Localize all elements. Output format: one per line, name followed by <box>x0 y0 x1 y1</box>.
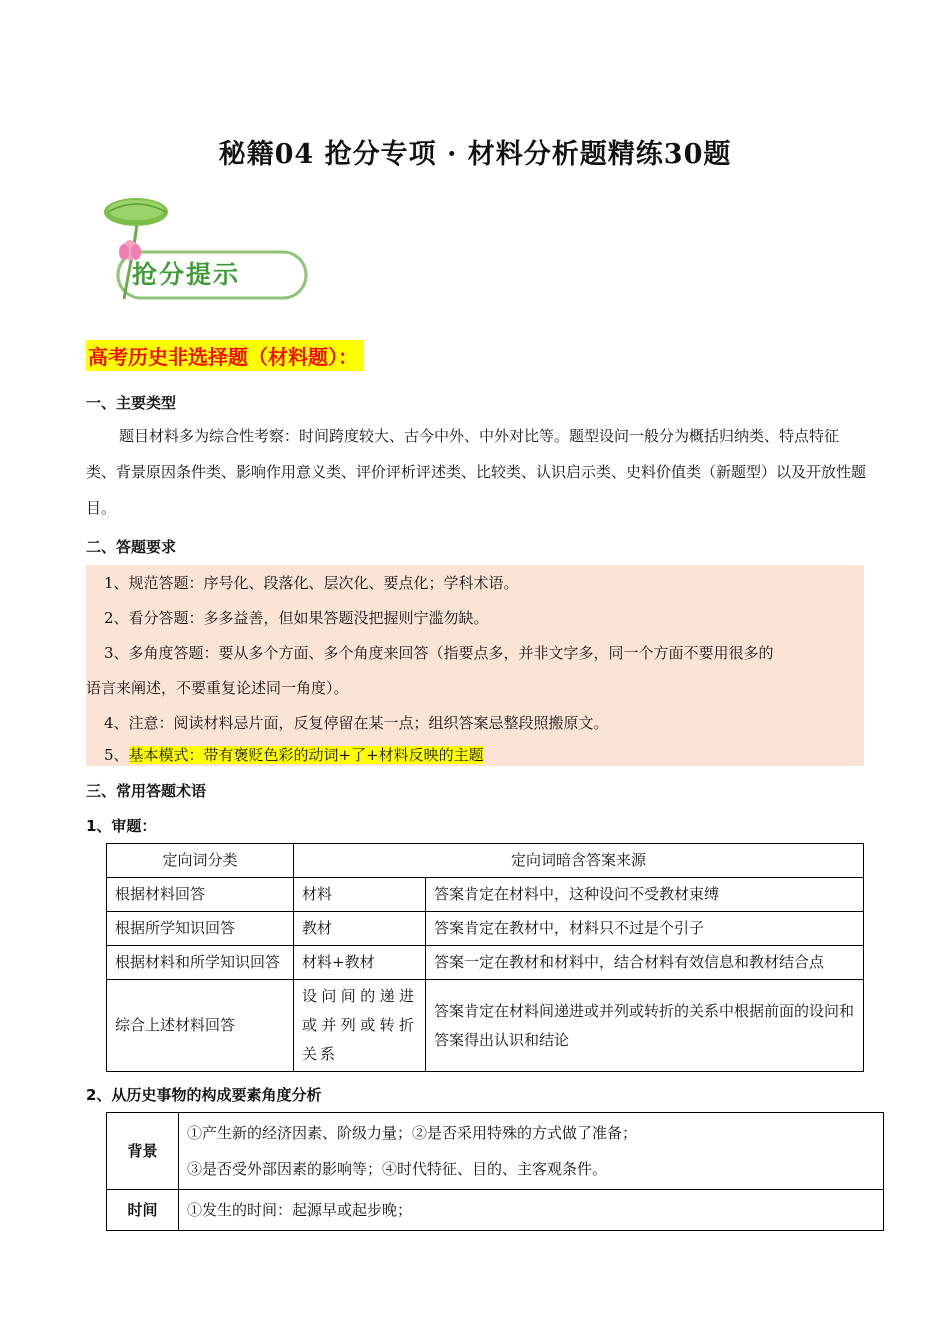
table-cell: 答案一定在教材和材料中，结合材料有效信息和教材结合点 <box>426 946 864 980</box>
section1-text: 题目材料多为综合性考察：时间跨度较大、古今中外、中外对比等。题型设问一般分为概括归纳类、特点特征类、背景原因条件类、影响作用意义类、评价评析评述类、比较类、认识启示类、史料价值类（新题型）以及开放性题目。 <box>86 427 867 517</box>
table-cell: 答案肯定在教材中，材料只不过是个引子 <box>426 912 864 946</box>
row-label: 背景 <box>107 1113 179 1190</box>
table-cell: 材料 <box>294 878 426 912</box>
section3-heading: 三、常用答题术语 <box>86 782 207 800</box>
table-row <box>107 878 864 912</box>
section-banner: 高考历史非选择题（材料题）： <box>86 340 364 371</box>
cell-line: ③是否受外部因素的影响等；④时代特征、目的、主客观条件。 <box>187 1160 608 1178</box>
table-row <box>107 1190 884 1231</box>
table-cell: 教材 <box>294 912 426 946</box>
lotus-logo <box>96 194 311 304</box>
logo-text: 抢分提示 <box>132 260 241 289</box>
table-cell: 答案肯定在材料中，这种设问不受教材束缚 <box>426 878 864 912</box>
table-cell: 答案肯定在材料间递进或并列或转折的关系中根据前面的设问和答案得出认识和结论 <box>426 980 864 1072</box>
table-cell <box>179 1113 884 1190</box>
cell-line: ①产生新的经济因素、阶级力量；②是否采用特殊的方式做了准备； <box>187 1124 638 1142</box>
page-title: 秘籍04 抢分专项 · 材料分析题精练30题 <box>218 139 732 170</box>
requirement-item: 4、注意：阅读材料忌片面，反复停留在某一点；组织答案忌整段照搬原文。 <box>104 714 609 732</box>
table-header-cell: 定向词暗含答案来源 <box>294 844 864 878</box>
table-cell <box>179 1190 884 1231</box>
row-label: 时间 <box>107 1190 179 1231</box>
subsection2-heading: 2、从历史事物的构成要素角度分析 <box>86 1086 322 1104</box>
table-cell: 设问间的递进或并列或转折关系 <box>294 980 426 1072</box>
requirement-item: 3、多角度答题：要从多个方面、多个角度来回答（指要点多，并非文字多，同一个方面不要用很多的 <box>104 644 774 662</box>
table-cell: 根据所学知识回答 <box>107 912 294 946</box>
table-header-cell: 定向词分类 <box>107 844 294 878</box>
table-header-row <box>107 844 864 878</box>
elements-table <box>106 1112 884 1231</box>
subsection1-heading: 1、审题： <box>86 817 157 835</box>
table-cell: 综合上述材料回答 <box>107 980 294 1072</box>
requirement-item: 1、规范答题：序号化、段落化、层次化、要点化；学科术语。 <box>104 574 519 592</box>
requirement-item <box>86 737 864 773</box>
table-cell: 材料+教材 <box>294 946 426 980</box>
table-row <box>107 980 864 1072</box>
requirement-item-continued: 语言来阐述，不要重复论述同一角度）。 <box>86 679 349 697</box>
table-row <box>107 912 864 946</box>
table-cell: 根据材料回答 <box>107 878 294 912</box>
table-row <box>107 1113 884 1190</box>
section1-heading: 一、主要类型 <box>86 394 177 412</box>
review-table <box>106 843 864 1072</box>
requirements-box <box>86 565 864 766</box>
table-row <box>107 946 864 980</box>
requirement-item: 2、看分答题：多多益善，但如果答题没把握则宁滥勿缺。 <box>104 609 489 627</box>
section2-heading: 二、答题要求 <box>86 538 177 556</box>
requirement-number: 5、 <box>104 746 129 764</box>
table-cell: 根据材料和所学知识回答 <box>107 946 294 980</box>
highlighted-pattern: 基本模式：带有褒贬色彩的动词+了+材料反映的主题 <box>128 746 484 764</box>
cell-line: ①发生的时间：起源早或起步晚； <box>187 1201 413 1219</box>
